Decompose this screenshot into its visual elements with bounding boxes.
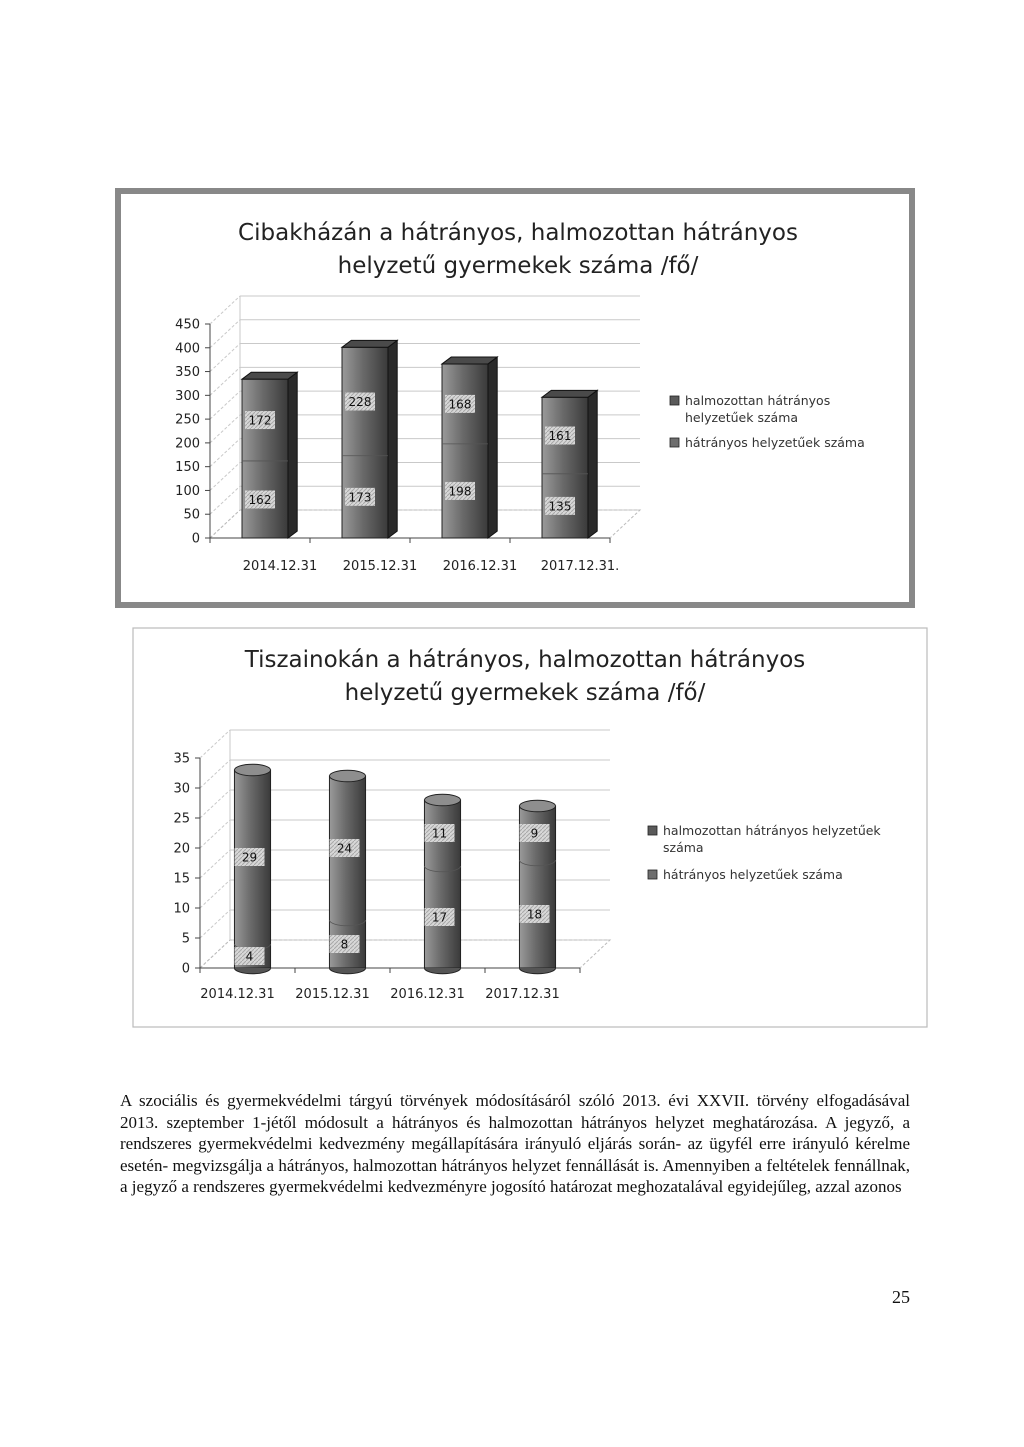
data-label: 17	[431, 910, 448, 925]
y-tick-label: 300	[175, 388, 200, 404]
data-label: 161	[548, 429, 572, 444]
y-tick-label: 20	[173, 841, 190, 857]
data-label: 162	[248, 492, 272, 507]
bar-top-face	[342, 340, 397, 347]
legend-label: hátrányos helyzetűek száma	[685, 435, 865, 450]
legend-label: száma	[663, 840, 704, 855]
x-tick-label: 2017.12.31	[485, 987, 560, 1002]
data-label: 29	[241, 850, 258, 865]
data-label: 135	[548, 499, 572, 514]
bar-top-cap	[424, 794, 460, 806]
y-tick-label: 10	[173, 901, 190, 917]
y-tick-label: 400	[175, 341, 200, 357]
data-label: 18	[526, 907, 543, 922]
legend-label: halmozottan hátrányos	[685, 393, 831, 408]
bar-top-cap	[234, 764, 270, 776]
y-tick-label: 100	[175, 483, 200, 499]
bar-segment	[442, 364, 488, 538]
data-label: 8	[340, 937, 349, 952]
x-tick-label: 2014.12.31	[200, 987, 275, 1002]
legend-swatch	[670, 438, 679, 447]
y-tick-label: 25	[173, 811, 190, 827]
y-tick-label: 30	[173, 781, 190, 797]
bar-top-face	[542, 390, 597, 397]
data-label: 168	[448, 397, 472, 412]
bar-side-face	[388, 340, 397, 538]
page-number: 25	[892, 1287, 910, 1307]
legend-swatch	[670, 396, 679, 405]
bar-segment	[242, 379, 288, 538]
bar-top-face	[242, 372, 297, 379]
chart-title-line: helyzetű gyermekek száma /fő/	[337, 253, 699, 279]
y-tick-label: 150	[175, 460, 200, 476]
y-tick-label: 15	[173, 871, 190, 887]
y-tick-label: 450	[175, 317, 200, 333]
y-tick-label: 0	[191, 531, 200, 547]
legend-label: hátrányos helyzetűek száma	[663, 867, 843, 882]
y-tick-label: 50	[183, 507, 200, 523]
data-label: 24	[336, 841, 353, 856]
data-label: 11	[431, 826, 448, 841]
chart-title-line: helyzetű gyermekek száma /fő/	[344, 680, 706, 706]
body-paragraph: A szociális és gyermekvédelmi tárgyú törvények módosításáról szóló 2013. évi XXVII. törvény elfogadásával 2013. szeptember 1-jétől módosult a hátrányos és halmozottan hátrányos helyzet meghatározása. A jegyző, a rendszeres gyermekvédelmi kedvezmény megállapítására irányuló eljárás során- az ügyfél erre irányuló kérelme esetén- megvizsgálja a hátrányos, halmozottan hátrányos helyzet fennállását is. Amennyiben a feltételek fennállnak, a jegyző a rendszeres gyermekvédelmi kedvezményre jogosító határozat meghozatalával egyidejűleg, azzal azonos	[120, 1091, 910, 1196]
data-label: 173	[348, 490, 372, 505]
x-tick-label: 2015.12.31	[342, 559, 418, 574]
bar-side-face	[288, 372, 297, 538]
y-tick-label: 5	[181, 931, 190, 947]
data-label: 228	[348, 395, 372, 410]
y-tick-label: 200	[175, 436, 200, 452]
x-tick-label: 2017.12.31.	[540, 559, 620, 574]
x-tick-label: 2016.12.31	[442, 559, 518, 574]
bar-segment	[234, 770, 270, 968]
x-tick-label: 2014.12.31	[242, 559, 318, 574]
bar-side-face	[488, 357, 497, 538]
y-tick-label: 0	[181, 961, 190, 977]
chart-cibakhaza	[115, 188, 915, 608]
x-tick-label: 2016.12.31	[390, 987, 465, 1002]
legend-swatch	[648, 870, 657, 879]
y-tick-label: 350	[175, 365, 200, 381]
bar-segment	[342, 347, 388, 538]
bar-top-cap	[329, 770, 365, 782]
bar-top-cap	[519, 800, 555, 812]
legend-label: helyzetűek száma	[685, 410, 799, 425]
chart-title-line: Tiszainokán a hátrányos, halmozottan hátrányos	[244, 647, 806, 673]
bar-top-face	[442, 357, 497, 364]
data-label: 198	[448, 484, 472, 499]
y-tick-label: 250	[175, 412, 200, 428]
legend-label: halmozottan hátrányos helyzetűek	[663, 823, 881, 838]
data-label: 9	[530, 826, 539, 841]
chart-svg	[115, 188, 915, 608]
legend-swatch	[648, 826, 657, 835]
data-label: 172	[248, 413, 272, 428]
data-label: 4	[245, 949, 254, 964]
chart-svg	[130, 625, 930, 1030]
bar-segment	[542, 397, 588, 538]
x-tick-label: 2015.12.31	[295, 987, 370, 1002]
bar-side-face	[588, 390, 597, 538]
chart-tiszainoka	[130, 625, 930, 1030]
chart-title-line: Cibakházán a hátrányos, halmozottan hátrányos	[238, 220, 798, 246]
y-tick-label: 35	[173, 751, 190, 767]
